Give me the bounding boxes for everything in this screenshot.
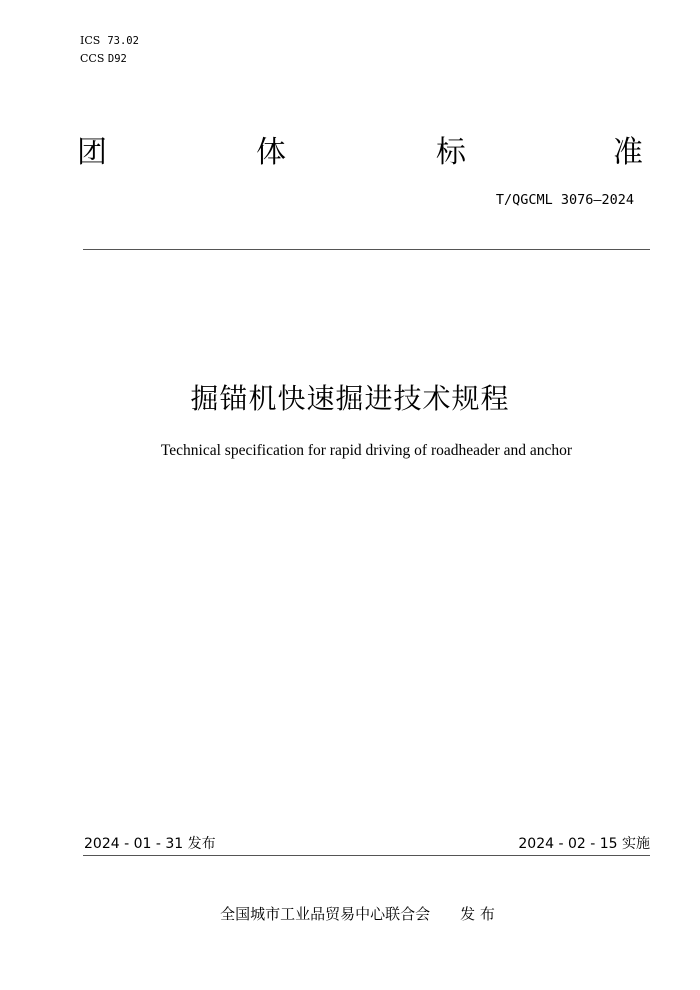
standard-type-char-4: 准 [613,135,643,170]
document-title-english: Technical specification for rapid driving of roadheader and anchor [160,442,573,459]
implementation-date: 2024 - 02 - 15 实施 [518,836,650,852]
ics-classification [80,34,139,48]
ccs-label: CCS [80,52,105,65]
publish-action: 发 布 [460,905,495,923]
document-title-chinese: 掘锚机快速掘进技术规程 [190,382,510,415]
footer-divider [83,855,650,856]
standard-type-char-3: 标 [436,135,466,170]
ics-code: 73.02 [107,35,139,47]
ccs-classification [80,52,127,66]
standard-type-char-2: 体 [256,135,286,170]
publisher-name: 全国城市工业品贸易中心联合会 [220,905,431,923]
ics-label: ICS [80,34,101,47]
standard-number: T/QGCML 3076—2024 [495,192,634,208]
header-divider [83,249,650,250]
issue-date: 2024 - 01 - 31 发布 [84,836,216,852]
publisher-line [0,904,700,924]
standard-type-char-1: 团 [77,135,107,170]
ccs-code: D92 [107,53,127,65]
